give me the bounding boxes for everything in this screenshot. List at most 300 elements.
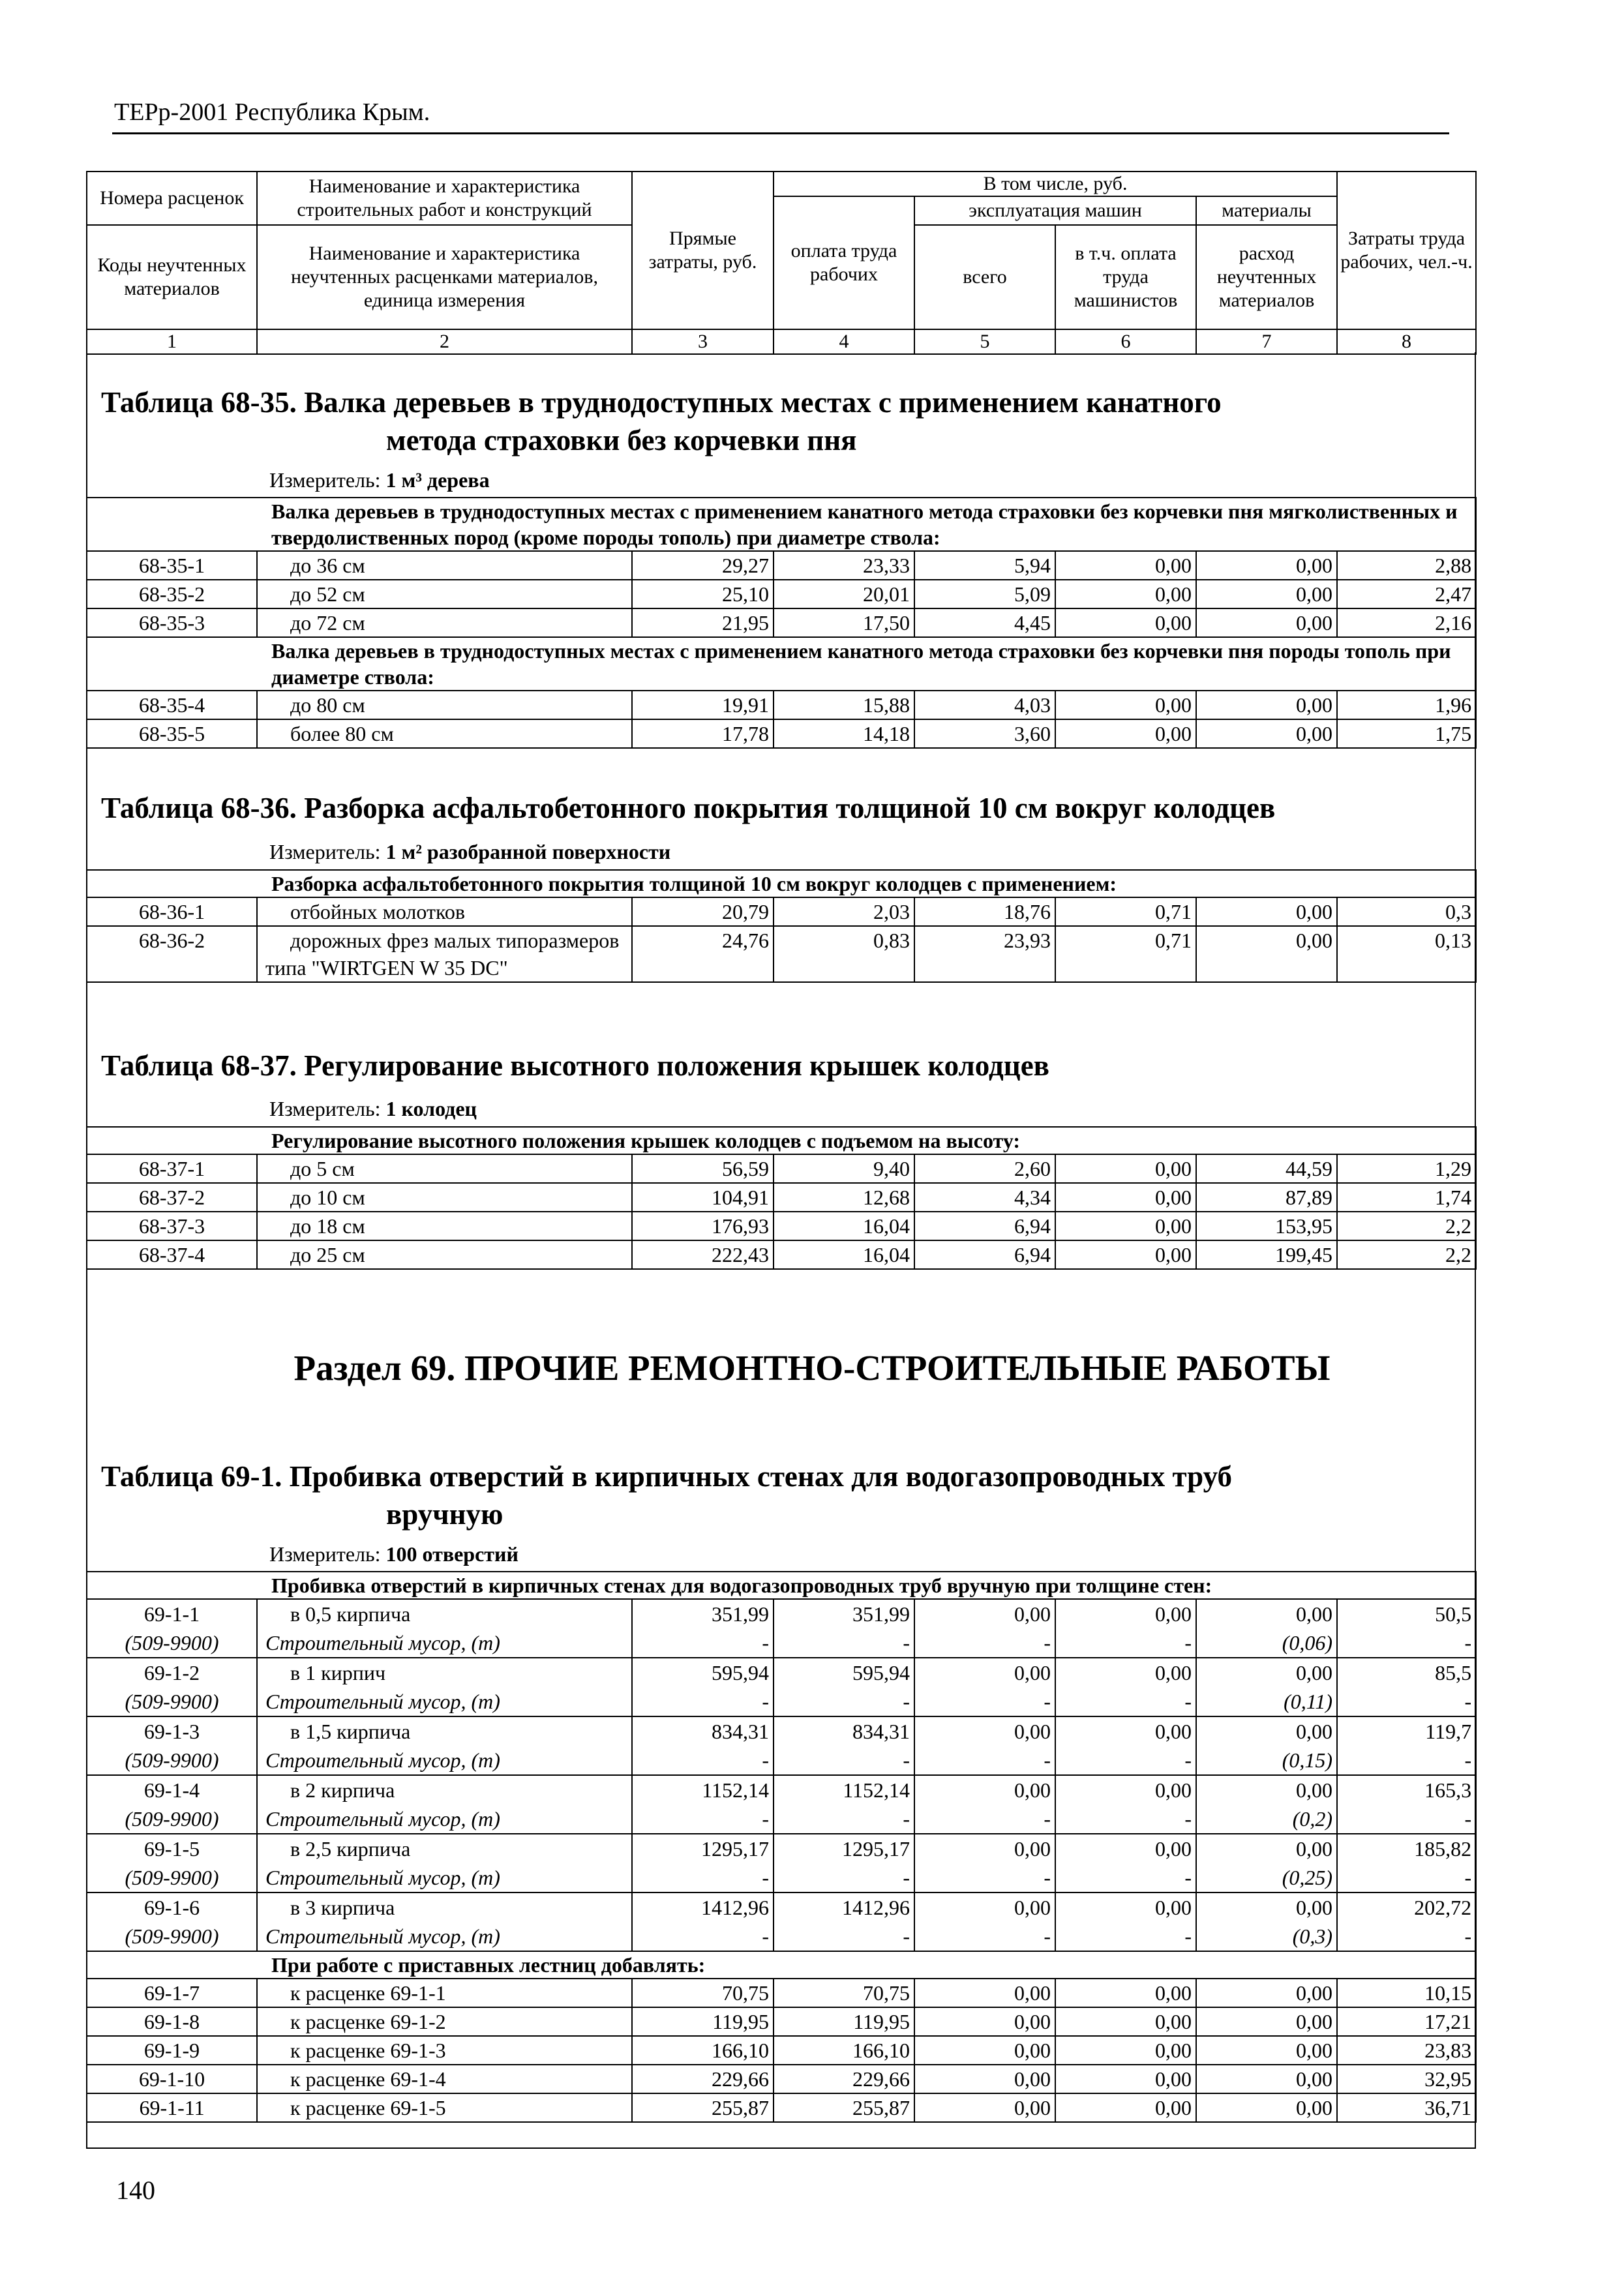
rate-code: 68-37-3 (87, 1212, 257, 1240)
labor-hours: 1,75 (1337, 719, 1476, 748)
materials: 0,00 (1196, 1658, 1337, 1687)
labor-pay: 15,88 (774, 691, 914, 719)
labor-pay: - (774, 1863, 914, 1893)
machines-total: 2,60 (914, 1154, 1055, 1183)
group-heading: Валка деревьев в труднодоступных местах с применением канатного метода страховки без корчевки пня породы тополь при диаметре ствола: (87, 637, 1476, 691)
machines-labor: - (1055, 1628, 1196, 1658)
machines-total: 23,93 (914, 926, 1055, 982)
group-heading: Регулирование высотного положения крышек колодцев с подъемом на высоту: (87, 1127, 1476, 1154)
table-title-line: Таблица 69-1. Пробивка отверстий в кирпичных стенах для водогазопроводных труб (101, 1460, 1232, 1493)
material-row (87, 1804, 1476, 1834)
table-row (87, 897, 1476, 926)
labor-pay: 119,95 (774, 2007, 914, 2036)
rate-name: в 1,5 кирпича (257, 1716, 632, 1746)
machines-total: 6,94 (914, 1240, 1055, 1269)
materials: 0,00 (1196, 2065, 1337, 2093)
rate-code: 69-1-7 (87, 1979, 257, 2007)
machines-labor: 0,00 (1055, 1599, 1196, 1628)
material-code: (509-9900) (87, 1746, 257, 1775)
material-name: Строительный мусор, (т) (257, 1687, 632, 1716)
labor-pay: 595,94 (774, 1658, 914, 1687)
labor-pay: 1152,14 (774, 1775, 914, 1804)
machines-header: эксплуатация машин (914, 196, 1196, 225)
col-number: 8 (1337, 329, 1476, 354)
direct-cost: 29,27 (632, 551, 774, 580)
table-row (87, 551, 1476, 580)
machines-total: 4,34 (914, 1183, 1055, 1212)
header-rule (112, 132, 1449, 134)
material-row (87, 1628, 1476, 1658)
table-row (87, 580, 1476, 608)
machines-total-header: всего (914, 225, 1055, 329)
group-heading: Разборка асфальтобетонного покрытия толщиной 10 см вокруг колодцев с применением: (87, 870, 1476, 897)
running-header: ТЕРр-2001 Республика Крым. (114, 98, 430, 126)
rate-name: до 52 см (257, 580, 632, 608)
direct-cost: 229,66 (632, 2065, 774, 2093)
col1-header-top: Номера расценок (87, 172, 257, 225)
direct-cost: 176,93 (632, 1212, 774, 1240)
table-row (87, 1183, 1476, 1212)
machines-labor: 0,00 (1055, 1154, 1196, 1183)
material-code: (509-9900) (87, 1804, 257, 1834)
machines-labor: - (1055, 1746, 1196, 1775)
machines-total: 5,09 (914, 580, 1055, 608)
table-row (87, 1599, 1476, 1628)
col1-header-bottom: Коды неучтенных материалов (87, 225, 257, 329)
rate-name: в 0,5 кирпича (257, 1599, 632, 1628)
rate-code: 68-36-1 (87, 897, 257, 926)
col2-header-bottom: Наименование и характеристика неучтенных расценками материалов, единица измерения (257, 225, 632, 329)
labor-hours: - (1337, 1628, 1476, 1658)
direct-cost: 19,91 (632, 691, 774, 719)
labor-pay: 20,01 (774, 580, 914, 608)
labor-pay: 351,99 (774, 1599, 914, 1628)
labor-pay: - (774, 1746, 914, 1775)
direct-cost: 70,75 (632, 1979, 774, 2007)
table-title-line: Таблица 68-35. Валка деревьев в труднодоступных местах с применением канатного (101, 386, 1222, 419)
labor-pay: 12,68 (774, 1183, 914, 1212)
labor-hours: 202,72 (1337, 1893, 1476, 1922)
labor-hours: 1,96 (1337, 691, 1476, 719)
machines-labor: - (1055, 1687, 1196, 1716)
labor-hours: 2,16 (1337, 608, 1476, 637)
material-name: Строительный мусор, (т) (257, 1863, 632, 1893)
materials: 153,95 (1196, 1212, 1337, 1240)
material-row (87, 1687, 1476, 1716)
machines-total: 0,00 (914, 2065, 1055, 2093)
labor-pay: 1295,17 (774, 1834, 914, 1863)
labor-hours: 2,88 (1337, 551, 1476, 580)
table-row (87, 926, 1476, 982)
rate-name: в 1 кирпич (257, 1658, 632, 1687)
direct-cost: 1295,17 (632, 1834, 774, 1863)
machines-total: 18,76 (914, 897, 1055, 926)
material-amount: (0,11) (1196, 1687, 1337, 1716)
rate-name: более 80 см (257, 719, 632, 748)
material-amount: (0,3) (1196, 1922, 1337, 1951)
direct-cost: 24,76 (632, 926, 774, 982)
materials: 0,00 (1196, 1979, 1337, 2007)
direct-cost: 56,59 (632, 1154, 774, 1183)
direct-cost: 20,79 (632, 897, 774, 926)
machines-total: 0,00 (914, 1716, 1055, 1746)
direct-cost: 104,91 (632, 1183, 774, 1212)
rate-name: дорожных фрез малых типоразмеров типа "WIRTGEN W 35 DC" (257, 926, 632, 982)
group-heading: Пробивка отверстий в кирпичных стенах для водогазопроводных труб вручную при толщине стен: (87, 1572, 1476, 1599)
table-68-36-meter: Измеритель: 1 м² разобранной поверхности (269, 840, 671, 863)
table-row (87, 691, 1476, 719)
rate-code: 69-1-11 (87, 2093, 257, 2122)
rate-code: 68-37-1 (87, 1154, 257, 1183)
table-row (87, 1979, 1476, 2007)
materials-header: материалы (1196, 196, 1337, 225)
materials: 0,00 (1196, 926, 1337, 982)
machines-total: - (914, 1687, 1055, 1716)
rate-name: до 36 см (257, 551, 632, 580)
labor-hours: 2,47 (1337, 580, 1476, 608)
table-row (87, 1775, 1476, 1804)
material-amount: (0,06) (1196, 1628, 1337, 1658)
machines-labor: 0,00 (1055, 2065, 1196, 2093)
rate-name: до 10 см (257, 1183, 632, 1212)
machines-labor: 0,00 (1055, 1893, 1196, 1922)
labor-hours: - (1337, 1804, 1476, 1834)
labor-hours: 23,83 (1337, 2036, 1476, 2065)
labor-pay-header: оплата труда рабочих (774, 196, 914, 329)
materials: 0,00 (1196, 551, 1337, 580)
labor-hours: 2,2 (1337, 1212, 1476, 1240)
labor-pay: - (774, 1628, 914, 1658)
machines-total: - (914, 1628, 1055, 1658)
rate-code: 69-1-2 (87, 1658, 257, 1687)
materials: 0,00 (1196, 691, 1337, 719)
rate-name: к расценке 69-1-4 (257, 2065, 632, 2093)
materials: 0,00 (1196, 897, 1337, 926)
table-68-35-title (101, 383, 1222, 459)
rate-name: до 18 см (257, 1212, 632, 1240)
material-name: Строительный мусор, (т) (257, 1804, 632, 1834)
col-number: 4 (774, 329, 914, 354)
labor-pay: 70,75 (774, 1979, 914, 2007)
rate-name: к расценке 69-1-2 (257, 2007, 632, 2036)
rate-code: 69-1-9 (87, 2036, 257, 2065)
material-name: Строительный мусор, (т) (257, 1628, 632, 1658)
labor-pay: 1412,96 (774, 1893, 914, 1922)
rate-code: 68-36-2 (87, 926, 257, 982)
machines-total: 4,45 (914, 608, 1055, 637)
table-69-1-title (101, 1458, 1232, 1533)
labor-cost-header: Затраты труда рабочих, чел.-ч. (1337, 172, 1476, 329)
machines-total: - (914, 1922, 1055, 1951)
material-row (87, 1922, 1476, 1951)
machines-labor: 0,00 (1055, 1212, 1196, 1240)
materials: 0,00 (1196, 1834, 1337, 1863)
rate-code: 69-1-5 (87, 1834, 257, 1863)
rate-name: до 25 см (257, 1240, 632, 1269)
table-row (87, 608, 1476, 637)
direct-cost: 21,95 (632, 608, 774, 637)
table-68-37-title (101, 1047, 1049, 1085)
material-amount: (0,15) (1196, 1746, 1337, 1775)
table-69-1 (86, 1571, 1477, 2123)
table-row (87, 1154, 1476, 1183)
machines-total: 0,00 (914, 1658, 1055, 1687)
direct-cost: - (632, 1687, 774, 1716)
materials: 0,00 (1196, 1893, 1337, 1922)
machines-total: 0,00 (914, 1775, 1055, 1804)
machines-total: 0,00 (914, 2036, 1055, 2065)
direct-cost: 834,31 (632, 1716, 774, 1746)
direct-cost: - (632, 1628, 774, 1658)
machines-labor: - (1055, 1804, 1196, 1834)
table-68-36-title (101, 789, 1275, 827)
labor-hours: - (1337, 1687, 1476, 1716)
rate-name: в 2,5 кирпича (257, 1834, 632, 1863)
col-number: 5 (914, 329, 1055, 354)
machines-total: 6,94 (914, 1212, 1055, 1240)
machines-labor: 0,00 (1055, 1240, 1196, 1269)
labor-hours: 119,7 (1337, 1716, 1476, 1746)
labor-hours: 1,29 (1337, 1154, 1476, 1183)
machines-labor: 0,71 (1055, 897, 1196, 926)
machines-labor: 0,00 (1055, 1658, 1196, 1687)
table-68-36 (86, 869, 1477, 983)
rate-name: к расценке 69-1-1 (257, 1979, 632, 2007)
incl-header: В том числе, руб. (774, 172, 1337, 196)
labor-pay: 14,18 (774, 719, 914, 748)
machines-labor: - (1055, 1863, 1196, 1893)
labor-pay: 255,87 (774, 2093, 914, 2122)
labor-hours: 0,3 (1337, 897, 1476, 926)
machines-total: 5,94 (914, 551, 1055, 580)
rate-name: к расценке 69-1-3 (257, 2036, 632, 2065)
rate-code: 69-1-8 (87, 2007, 257, 2036)
page-number: 140 (116, 2176, 155, 2205)
labor-hours: 10,15 (1337, 1979, 1476, 2007)
rate-code: 69-1-10 (87, 2065, 257, 2093)
materials: 0,00 (1196, 1775, 1337, 1804)
machines-labor: 0,00 (1055, 719, 1196, 748)
labor-hours: 2,2 (1337, 1240, 1476, 1269)
machines-labor: 0,00 (1055, 2093, 1196, 2122)
machines-labor: 0,00 (1055, 691, 1196, 719)
machines-labor: 0,00 (1055, 551, 1196, 580)
table-title-line: метода страховки без корчевки пня (386, 424, 857, 456)
machines-labor: 0,00 (1055, 2036, 1196, 2065)
table-row (87, 2036, 1476, 2065)
labor-pay: 166,10 (774, 2036, 914, 2065)
col-number: 3 (632, 329, 774, 354)
machines-labor: 0,00 (1055, 608, 1196, 637)
labor-pay: 16,04 (774, 1212, 914, 1240)
material-name: Строительный мусор, (т) (257, 1922, 632, 1951)
labor-hours: - (1337, 1746, 1476, 1775)
table-row (87, 1240, 1476, 1269)
direct-cost: 1152,14 (632, 1775, 774, 1804)
table-row (87, 1658, 1476, 1687)
labor-hours: 50,5 (1337, 1599, 1476, 1628)
direct-cost: - (632, 1863, 774, 1893)
labor-pay: 834,31 (774, 1716, 914, 1746)
table-title-line: Таблица 68-36. Разборка асфальтобетонного покрытия толщиной 10 см вокруг колодцев (101, 792, 1276, 824)
machines-labor: 0,00 (1055, 2007, 1196, 2036)
table-68-35-meter: Измеритель: 1 м³ дерева (269, 468, 490, 492)
table-row (87, 2007, 1476, 2036)
rate-code: 68-35-3 (87, 608, 257, 637)
materials: 44,59 (1196, 1154, 1337, 1183)
materials: 0,00 (1196, 580, 1337, 608)
material-amount: (0,25) (1196, 1863, 1337, 1893)
materials: 0,00 (1196, 1716, 1337, 1746)
material-row (87, 1863, 1476, 1893)
machines-total: 3,60 (914, 719, 1055, 748)
labor-pay: 23,33 (774, 551, 914, 580)
machines-labor: 0,00 (1055, 1716, 1196, 1746)
table-row (87, 1212, 1476, 1240)
table-68-37 (86, 1126, 1477, 1270)
rate-name: в 2 кирпича (257, 1775, 632, 1804)
rate-code: 68-35-4 (87, 691, 257, 719)
labor-hours: 32,95 (1337, 2065, 1476, 2093)
labor-hours: 1,74 (1337, 1183, 1476, 1212)
machines-total: 0,00 (914, 1834, 1055, 1863)
rate-code: 69-1-4 (87, 1775, 257, 1804)
rate-name: к расценке 69-1-5 (257, 2093, 632, 2122)
material-name: Строительный мусор, (т) (257, 1746, 632, 1775)
col3-header: Прямые затраты, руб. (632, 172, 774, 329)
materials: 0,00 (1196, 2007, 1337, 2036)
col-number: 7 (1196, 329, 1337, 354)
machines-total: 0,00 (914, 1979, 1055, 2007)
labor-pay: 229,66 (774, 2065, 914, 2093)
labor-pay: 17,50 (774, 608, 914, 637)
machines-labor: 0,00 (1055, 1979, 1196, 2007)
machines-labor: 0,00 (1055, 1183, 1196, 1212)
col-number: 6 (1055, 329, 1196, 354)
labor-pay: 16,04 (774, 1240, 914, 1269)
table-row (87, 1893, 1476, 1922)
col-number: 1 (87, 329, 257, 354)
rate-name: отбойных молотков (257, 897, 632, 926)
materials: 199,45 (1196, 1240, 1337, 1269)
col-number: 2 (257, 329, 632, 354)
rate-code: 68-35-5 (87, 719, 257, 748)
labor-hours: 85,5 (1337, 1658, 1476, 1687)
direct-cost: 17,78 (632, 719, 774, 748)
materials: 0,00 (1196, 608, 1337, 637)
machines-total: 0,00 (914, 1893, 1055, 1922)
material-code: (509-9900) (87, 1628, 257, 1658)
table-row (87, 719, 1476, 748)
material-code: (509-9900) (87, 1922, 257, 1951)
material-amount: (0,2) (1196, 1804, 1337, 1834)
machines-total: 0,00 (914, 2007, 1055, 2036)
labor-pay: 2,03 (774, 897, 914, 926)
table-68-37-meter: Измеритель: 1 колодец (269, 1097, 477, 1120)
machines-incl-header: в т.ч. оплата труда машинистов (1055, 225, 1196, 329)
table-row (87, 2065, 1476, 2093)
table-row (87, 1834, 1476, 1863)
column-header-table (86, 171, 1477, 355)
rate-code: 68-37-2 (87, 1183, 257, 1212)
rate-code: 68-37-4 (87, 1240, 257, 1269)
direct-cost: - (632, 1746, 774, 1775)
table-title-line: Таблица 68-37. Регулирование высотного положения крышек колодцев (101, 1049, 1049, 1082)
direct-cost: 25,10 (632, 580, 774, 608)
labor-pay: - (774, 1804, 914, 1834)
direct-cost: 166,10 (632, 2036, 774, 2065)
materials: 0,00 (1196, 2093, 1337, 2122)
direct-cost: - (632, 1804, 774, 1834)
machines-total: 0,00 (914, 1599, 1055, 1628)
machines-labor: 0,71 (1055, 926, 1196, 982)
machines-total: 0,00 (914, 2093, 1055, 2122)
materials: 0,00 (1196, 2036, 1337, 2065)
labor-hours: 0,13 (1337, 926, 1476, 982)
group-heading: Валка деревьев в труднодоступных местах с применением канатного метода страховки без корчевки пня мягколиственных и твердолиственных пород (кроме породы тополь) при диаметре ствола: (87, 498, 1476, 551)
material-row (87, 1746, 1476, 1775)
rate-name: до 5 см (257, 1154, 632, 1183)
direct-cost: 222,43 (632, 1240, 774, 1269)
rate-name: до 72 см (257, 608, 632, 637)
rate-name: в 3 кирпича (257, 1893, 632, 1922)
labor-pay: - (774, 1922, 914, 1951)
direct-cost: 1412,96 (632, 1893, 774, 1922)
group-heading: При работе с приставных лестниц добавлять: (87, 1951, 1476, 1979)
materials: 0,00 (1196, 719, 1337, 748)
direct-cost: 255,87 (632, 2093, 774, 2122)
rate-code: 69-1-1 (87, 1599, 257, 1628)
table-69-1-meter: Измеритель: 100 отверстий (269, 1542, 519, 1566)
machines-total: 4,03 (914, 691, 1055, 719)
material-code: (509-9900) (87, 1863, 257, 1893)
machines-labor: 0,00 (1055, 580, 1196, 608)
labor-hours: - (1337, 1922, 1476, 1951)
labor-pay: 9,40 (774, 1154, 914, 1183)
machines-total: - (914, 1804, 1055, 1834)
labor-hours: 17,21 (1337, 2007, 1476, 2036)
materials: 0,00 (1196, 1599, 1337, 1628)
labor-pay: 0,83 (774, 926, 914, 982)
table-row (87, 1716, 1476, 1746)
materials: 87,89 (1196, 1183, 1337, 1212)
labor-hours: 165,3 (1337, 1775, 1476, 1804)
rate-code: 69-1-3 (87, 1716, 257, 1746)
direct-cost: 351,99 (632, 1599, 774, 1628)
direct-cost: - (632, 1922, 774, 1951)
machines-labor: 0,00 (1055, 1834, 1196, 1863)
direct-cost: 119,95 (632, 2007, 774, 2036)
rate-name: до 80 см (257, 691, 632, 719)
material-code: (509-9900) (87, 1687, 257, 1716)
section-69-title: Раздел 69. ПРОЧИЕ РЕМОНТНО-СТРОИТЕЛЬНЫЕ РАБОТЫ (293, 1348, 1331, 1388)
direct-cost: 595,94 (632, 1658, 774, 1687)
labor-pay: - (774, 1687, 914, 1716)
table-row (87, 2093, 1476, 2122)
labor-hours: 185,82 (1337, 1834, 1476, 1863)
table-title-line: вручную (386, 1498, 504, 1531)
rate-code: 68-35-2 (87, 580, 257, 608)
machines-total: - (914, 1863, 1055, 1893)
labor-hours: - (1337, 1863, 1476, 1893)
col2-header-top: Наименование и характеристика строительных работ и конструкций (257, 172, 632, 225)
table-68-35 (86, 497, 1477, 749)
labor-hours: 36,71 (1337, 2093, 1476, 2122)
materials-sub-header: расход неучтенных материалов (1196, 225, 1337, 329)
machines-labor: 0,00 (1055, 1775, 1196, 1804)
machines-labor: - (1055, 1922, 1196, 1951)
machines-total: - (914, 1746, 1055, 1775)
